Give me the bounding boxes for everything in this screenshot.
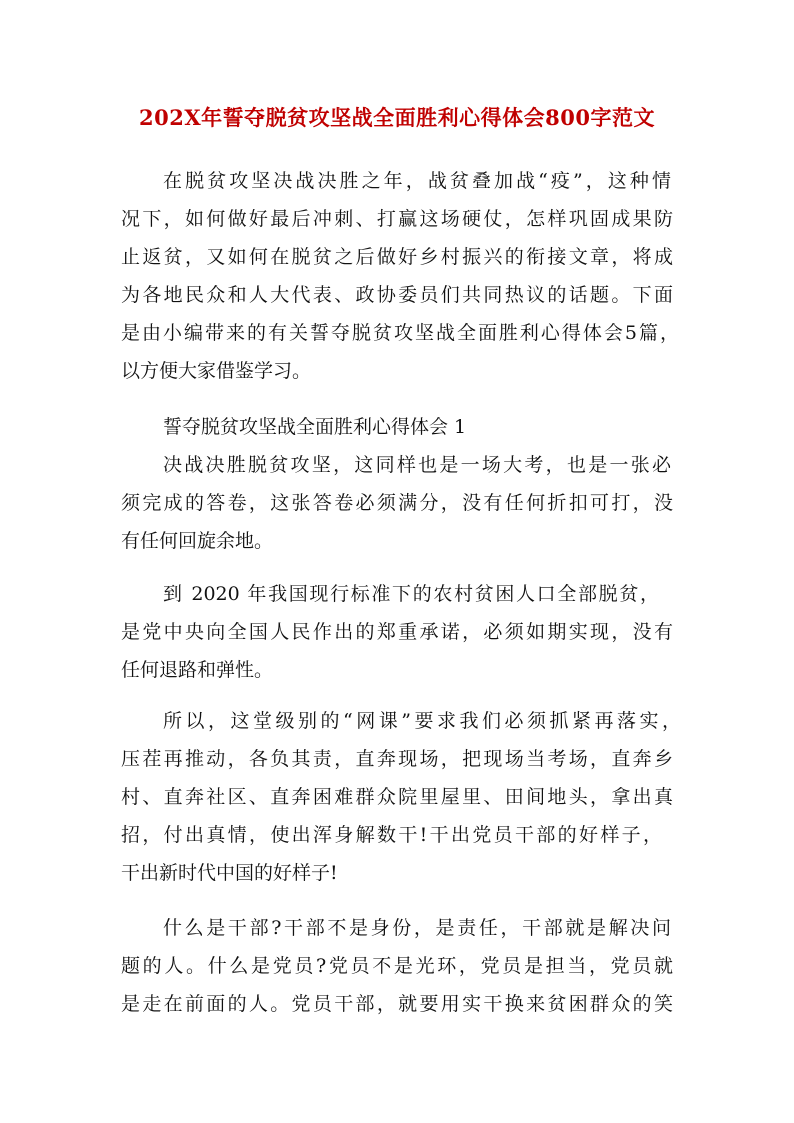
paragraph-2-line-2: 须完成的答卷，这张答卷必须满分，没有任何折扣可打，没 — [121, 492, 673, 514]
paragraph-1-line-2: 况下，如何做好最后冲刺、打赢这场硬仗，怎样巩固成果防 — [121, 208, 673, 230]
paragraph-4-line-2: 压茬再推动，各负其责，直奔现场，把现场当考场，直奔乡 — [121, 748, 673, 770]
paragraph-5-line-2: 题的人。什么是党员?党员不是光环，党员是担当，党员就 — [121, 955, 673, 977]
paragraph-2-line-3: 有任何回旋余地。 — [121, 530, 274, 552]
paragraph-1-line-5: 是由小编带来的有关誓夺脱贫攻坚战全面胜利心得体会5篇， — [121, 322, 679, 344]
paragraph-4-line-4: 招，付出真情，使出浑身解数干!干出党员干部的好样子， — [121, 824, 662, 846]
paragraph-2-line-1: 决战决胜脱贫攻坚，这同样也是一场大考，也是一张必 — [163, 454, 671, 476]
paragraph-4-line-3: 村、直奔社区、直奔困难群众院里屋里、田间地头，拿出真 — [121, 786, 673, 808]
paragraph-4-line-5: 干出新时代中国的好样子! — [121, 862, 338, 884]
paragraph-1-line-6: 以方便大家借鉴学习。 — [121, 360, 312, 382]
paragraph-3-line-3: 任何退路和弹性。 — [121, 659, 274, 681]
paragraph-5-line-1: 什么是干部?干部不是身份，是责任，干部就是解决问 — [163, 917, 671, 939]
paragraph-1-line-3: 止返贫，又如何在脱贫之后做好乡村振兴的衔接文章，将成 — [121, 246, 673, 268]
paragraph-4-line-1: 所以，这堂级别的“网课”要求我们必须抓紧再落实， — [163, 710, 681, 732]
paragraph-3-line-2: 是党中央向全国人民作出的郑重承诺，必须如期实现，没有 — [121, 621, 673, 643]
paragraph-3-line-1: 到 2020 年我国现行标准下的农村贫困人口全部脱贫， — [163, 583, 659, 605]
document-title: 202X年誓夺脱贫攻坚战全面胜利心得体会800字范文 — [139, 105, 655, 130]
paragraph-1-line-4: 为各地民众和人大代表、政协委员们共同热议的话题。下面 — [121, 284, 673, 306]
paragraph-5-line-3: 是走在前面的人。党员干部，就要用实干换来贫困群众的笑 — [121, 993, 673, 1015]
section-heading-1: 誓夺脱贫攻坚战全面胜利心得体会 1 — [163, 416, 467, 438]
paragraph-1-line-1: 在脱贫攻坚决战决胜之年，战贫叠加战“疫”，这种情 — [163, 170, 671, 192]
